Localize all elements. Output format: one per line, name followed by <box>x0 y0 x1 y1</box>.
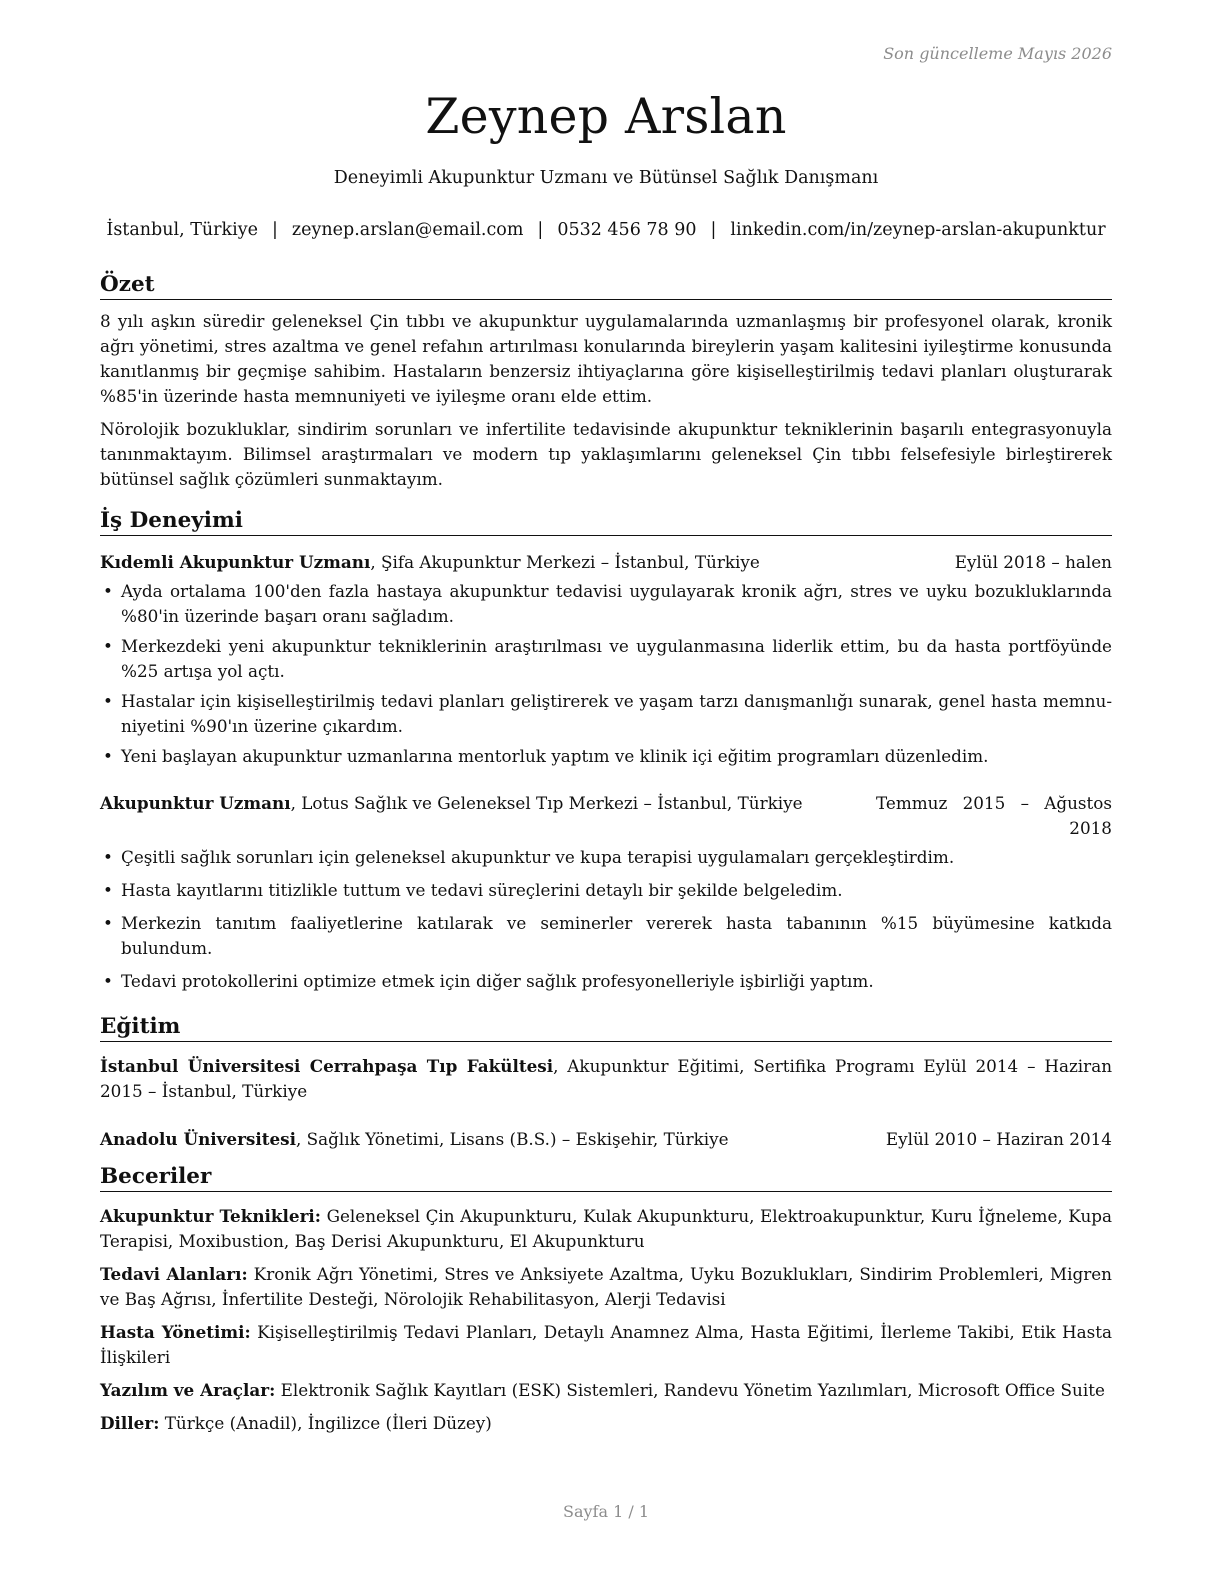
bullet-icon: • <box>103 691 113 711</box>
skills-section <box>100 1162 1112 1436</box>
skill-label: Akupunktur Teknikleri: <box>100 1206 322 1226</box>
job-bullet <box>100 845 1112 870</box>
job-bullets <box>100 845 1112 994</box>
bullet-text: Hastalar için kişiselleştirilmiş tedavi planları geliştirerek ve yaşam tarzı danışmanlığı sunarak, genel hasta memnu-niyetini %90'ın üzerine çıkardım. <box>121 691 1112 736</box>
skill-label: Tedavi Alanları: <box>100 1264 248 1284</box>
skill-text: Kişiselleştirilmiş Tedavi Planları, Detaylı Anamnez Alma, Hasta Eğitimi, İlerleme Takibi, Etik Hasta İlişkileri <box>100 1322 1112 1367</box>
job-dates: Eylül 2018 – halen <box>954 552 1112 572</box>
bullet-icon: • <box>103 746 113 766</box>
skill-row <box>100 1411 1112 1436</box>
job-bullet <box>100 969 1112 994</box>
job-entry <box>100 550 1112 769</box>
job-role: Kıdemli Akupunktur Uzmanı <box>100 552 371 572</box>
skill-label: Yazılım ve Araçlar: <box>100 1380 276 1400</box>
bullet-text: Hasta kayıtlarını titizlikle tuttum ve tedavi süreçlerini detaylı bir şekilde belgeledim. <box>121 880 843 900</box>
job-bullet <box>100 744 1112 769</box>
job-role: Akupunktur Uzmanı <box>100 793 291 813</box>
summary-paragraph: 8 yılı aşkın süredir geleneksel Çin tıbbı ve akupunktur uygulamalarında uzmanlaşmış bir profesyonel olarak, kronik ağrı yönetimi, stres azaltma ve genel refahın artırılması konularında bireylerin yaşam kalitesini iyileştirme konusunda kanıtlanmış bir geçmişe sahibim. Hastaların benzersiz ihtiyaçlarına göre kişiselleştirilmiş tedavi planları oluşturarak %85'in üzerinde hasta memnuniyeti ve iyileşme oranı elde ettim. <box>100 311 1112 406</box>
skill-label: Hasta Yönetimi: <box>100 1322 251 1342</box>
last-updated: Son güncelleme Mayıs 2026 <box>883 44 1112 63</box>
contact-separator: | <box>537 220 544 240</box>
experience-heading: İş Deneyimi <box>100 506 1112 536</box>
job-org: , Şifa Akupunktur Merkezi – İstanbul, Türkiye <box>370 552 760 572</box>
bullet-text: Tedavi protokollerini optimize etmek için diğer sağlık profesyonelleriyle işbirliği yaptım. <box>121 971 874 991</box>
contact-phone: 0532 456 78 90 <box>557 220 697 240</box>
education-heading: Eğitim <box>100 1012 1112 1042</box>
job-role-org <box>100 791 876 841</box>
bullet-text: Yeni başlayan akupunktur uzmanlarına mentorluk yaptım ve klinik içi eğitim programları düzenledim. <box>121 746 989 766</box>
skill-row <box>100 1204 1112 1254</box>
education-school: İstanbul Üniversitesi Cerrahpaşa Tıp Fakültesi <box>100 1056 554 1076</box>
skill-label: Diller: <box>100 1413 160 1433</box>
skill-row <box>100 1262 1112 1312</box>
bullet-icon: • <box>103 636 113 656</box>
bullet-icon: • <box>103 581 113 601</box>
skill-text: Elektronik Sağlık Kayıtları (ESK) Sistemleri, Randevu Yönetim Yazılımları, Microsoft Office Suite <box>275 1380 1105 1400</box>
job-header <box>100 791 1112 841</box>
job-bullet <box>100 634 1112 684</box>
bullet-icon: • <box>103 913 113 933</box>
bullet-text: Merkezdeki yeni akupunktur tekniklerinin araştırılması ve uygulanmasına liderlik ettim, bu da hasta portföyünde %25 artışa yol açtı. <box>121 636 1112 681</box>
job-bullet <box>100 878 1112 903</box>
contact-separator: | <box>272 220 278 240</box>
skill-text: Türkçe (Anadil), İngilizce (İleri Düzey) <box>159 1413 492 1433</box>
education-dates: Eylül 2010 – Haziran 2014 <box>885 1129 1112 1149</box>
skill-text: Geleneksel Çin Akupunkturu, Kulak Akupunkturu, Elektroakupunktur, Kuru İğneleme, Kupa Terapisi, Moxibustion, Baş Derisi Akupunkturu, El Akupunkturu <box>100 1206 1112 1251</box>
education-detail: , Sağlık Yönetimi, Lisans (B.S.) – Eskişehir, Türkiye <box>296 1129 729 1149</box>
education-section <box>100 1012 1112 1152</box>
education-school-detail <box>100 1127 886 1152</box>
bullet-text: Merkezin tanıtım faaliyetlerine katılarak ve seminerler vererek hasta tabanının %15 büyümesine katkıda bulundum. <box>121 913 1112 958</box>
bullet-text: Çeşitli sağlık sorunları için geleneksel akupunktur ve kupa terapisi uygulamaları gerçekleştirdim. <box>121 847 955 867</box>
page-number: Sayfa 1 / 1 <box>562 1502 649 1521</box>
summary-paragraph: Nörolojik bozukluklar, sindirim sorunları ve infertilite tedavisinde akupunktur tekniklerinin başarılı entegrasyonuyla tanınmaktayım. Bilimsel araştırmaları ve modern tıp yaklaşımlarını geleneksel Çin tıbbı felsefesiyle birleştirerek bütünsel sağlık çözümleri sunmaktayım. <box>100 419 1112 489</box>
education-entry <box>100 1127 1112 1152</box>
skill-row <box>100 1320 1112 1370</box>
summary-heading: Özet <box>100 270 1112 300</box>
job-bullet <box>100 911 1112 961</box>
bullet-icon: • <box>103 971 113 991</box>
job-org: , Lotus Sağlık ve Geleneksel Tıp Merkezi – İstanbul, Türkiye <box>290 793 803 813</box>
education-detail: , Akupunktur Eğitimi, Sertifika Programı Eylül 2014 – Haziran 2015 – İstanbul, Türkiye <box>100 1056 1113 1101</box>
job-header <box>100 550 1112 575</box>
job-bullet <box>100 579 1112 629</box>
contact-location: İstanbul, Türkiye <box>106 220 258 240</box>
resume-body <box>100 270 1112 1444</box>
bullet-icon: • <box>103 880 113 900</box>
bullet-icon: • <box>103 847 113 867</box>
education-entry <box>100 1054 1112 1104</box>
contact-linkedin[interactable]: linkedin.com/in/zeynep-arslan-akupunktur <box>730 220 1106 240</box>
job-bullet <box>100 689 1112 739</box>
summary-section <box>100 270 1112 492</box>
job-entry <box>100 791 1112 994</box>
candidate-title: Deneyimli Akupunktur Uzmanı ve Bütünsel Sağlık Danışmanı <box>333 168 879 188</box>
job-role-org <box>100 550 955 575</box>
bullet-text: Ayda ortalama 100'den fazla hastaya akupunktur tedavisi uygulayarak kronik ağrı, stres ve uyku bozukluklarında %80'in üzerinde başarı oranı sağladım. <box>121 581 1112 626</box>
contact-separator: | <box>710 220 717 240</box>
candidate-name: Zeynep Arslan <box>425 88 787 145</box>
job-bullets <box>100 579 1112 769</box>
skill-row <box>100 1378 1112 1403</box>
contact-line <box>100 220 1112 240</box>
job-dates: Temmuz 2015 – Ağustos 2018 <box>876 793 1112 838</box>
resume-page <box>100 0 1112 1584</box>
skills-heading: Beceriler <box>100 1162 1112 1192</box>
skill-text: Kronik Ağrı Yönetimi, Stres ve Anksiyete Azaltma, Uyku Bozuklukları, Sindirim Problemleri, Migren ve Baş Ağrısı, İnfertilite Desteği, Nörolojik Rehabilitasyon, Alerji Tedavisi <box>100 1264 1112 1309</box>
education-school: Anadolu Üniversitesi <box>100 1129 296 1149</box>
experience-section <box>100 506 1112 994</box>
contact-email[interactable]: zeynep.arslan@email.com <box>291 220 524 240</box>
